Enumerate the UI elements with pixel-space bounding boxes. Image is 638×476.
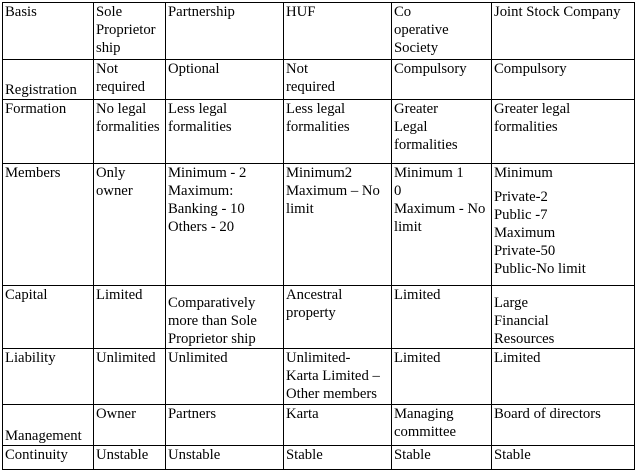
- row-label: [3, 100, 94, 164]
- cell-text: Karta Limited –: [286, 368, 380, 384]
- cell-text: Other members: [286, 386, 377, 402]
- header-sole-proprietorship: [94, 3, 166, 60]
- cell-text: Large: [494, 295, 528, 311]
- table-cell: [284, 349, 392, 405]
- header-text: operative: [394, 22, 449, 38]
- table-cell: [166, 286, 284, 349]
- table-cell: [166, 349, 284, 405]
- cell-text: Minimum 1: [394, 165, 464, 181]
- cell-text: Unlimited: [96, 350, 156, 366]
- table-cell: [284, 60, 392, 100]
- header-text: Co: [394, 4, 412, 20]
- cell-text: Others - 20: [168, 219, 235, 235]
- cell-text: Financial: [494, 313, 549, 329]
- table-row-liability: [3, 349, 635, 405]
- row-label: [3, 446, 94, 470]
- table-cell: [392, 60, 492, 100]
- table-cell: [392, 405, 492, 446]
- header-basis: [3, 3, 94, 60]
- cell-text: formalities: [394, 137, 458, 153]
- cell-text: Compulsory: [394, 61, 467, 77]
- table-cell: [492, 446, 635, 470]
- cell-text: committee: [394, 424, 456, 440]
- cell-text: required: [286, 79, 335, 95]
- table-cell: [166, 164, 284, 286]
- cell-text: property: [286, 305, 336, 321]
- table-cell: [94, 446, 166, 470]
- header-partnership: [166, 3, 284, 60]
- table-row-capital: [3, 286, 635, 349]
- row-label: [3, 286, 94, 349]
- cell-text: Greater legal: [494, 101, 571, 117]
- cell-text: Stable: [494, 447, 531, 463]
- cell-text: Private-50: [494, 243, 556, 259]
- table-cell: [492, 164, 635, 286]
- row-label: [3, 164, 94, 286]
- table-cell: [94, 286, 166, 349]
- cell-text: Ancestral: [286, 287, 343, 303]
- cell-text: Managing: [394, 406, 454, 422]
- cell-text: formalities: [96, 119, 160, 135]
- table-row-management: [3, 405, 635, 446]
- table-cell: [94, 100, 166, 164]
- table-cell: [166, 446, 284, 470]
- row-label-text: Management: [5, 428, 82, 444]
- cell-text: formalities: [494, 119, 558, 135]
- table-row-continuity: [3, 446, 635, 470]
- table-cell: [166, 60, 284, 100]
- header-joint-stock-company: [492, 3, 635, 60]
- cell-text: Partners: [168, 406, 217, 422]
- cell-text: Unlimited-: [286, 350, 351, 366]
- cell-text: Public -7: [494, 207, 548, 223]
- cell-text: Resources: [494, 331, 555, 347]
- table-cell: [392, 100, 492, 164]
- header-text: ship: [96, 40, 121, 56]
- header-text: Joint Stock Company: [494, 4, 621, 20]
- cell-text: Legal: [394, 119, 428, 135]
- cell-text: Stable: [394, 447, 431, 463]
- table-cell: [492, 349, 635, 405]
- cell-text: more than Sole: [168, 313, 257, 329]
- header-text: Proprietor: [96, 22, 156, 38]
- cell-text: formalities: [286, 119, 350, 135]
- table-cell: [284, 446, 392, 470]
- row-label: [3, 405, 94, 446]
- cell-text: Limited: [394, 287, 441, 303]
- cell-text: Unlimited: [168, 350, 228, 366]
- cell-text: Owner: [96, 406, 136, 422]
- header-text: Society: [394, 40, 439, 56]
- cell-text: Limited: [494, 350, 541, 366]
- cell-text: Limited: [96, 287, 143, 303]
- row-label-text: Capital: [5, 287, 48, 303]
- comparison-table: [2, 2, 635, 470]
- cell-text: Maximum - No: [394, 201, 486, 217]
- cell-text: 0: [394, 183, 402, 199]
- cell-text: Less legal: [286, 101, 346, 117]
- table-cell: [492, 286, 635, 349]
- cell-text: Maximum: [494, 225, 556, 241]
- cell-text: Comparatively: [168, 295, 256, 311]
- cell-text: Public-No limit: [494, 261, 586, 277]
- table-cell: [392, 286, 492, 349]
- cell-text: formalities: [168, 119, 232, 135]
- table-cell: [166, 405, 284, 446]
- row-label-text: Formation: [5, 101, 67, 117]
- table-cell: [284, 100, 392, 164]
- cell-text: Compulsory: [494, 61, 567, 77]
- cell-text: Minimum: [494, 165, 553, 181]
- table-cell: [166, 100, 284, 164]
- table-cell: [284, 286, 392, 349]
- cell-text: limit: [394, 219, 422, 235]
- cell-text: Optional: [168, 61, 220, 77]
- row-label-text: Continuity: [5, 447, 68, 463]
- cell-text: Karta: [286, 406, 319, 422]
- table-row-members: [3, 164, 635, 286]
- header-huf: [284, 3, 392, 60]
- table-cell: [284, 164, 392, 286]
- cell-text: Not: [96, 61, 119, 77]
- header-cooperative-society: [392, 3, 492, 60]
- cell-text: No legal: [96, 101, 147, 117]
- cell-text: Board of directors: [494, 406, 601, 422]
- cell-text: Maximum – No: [286, 183, 380, 199]
- header-row: [3, 3, 635, 60]
- cell-text: Minimum2: [286, 165, 353, 181]
- row-label-text: Registration: [5, 82, 77, 98]
- cell-text: Proprietor ship: [168, 331, 256, 347]
- header-text: Partnership: [168, 4, 235, 20]
- table-row-formation: [3, 100, 635, 164]
- cell-text: Minimum - 2: [168, 165, 247, 181]
- table-row-registration: [3, 60, 635, 100]
- cell-text: Unstable: [96, 447, 149, 463]
- row-label-text: Liability: [5, 350, 56, 366]
- cell-text: owner: [96, 183, 133, 199]
- cell-text: limit: [286, 201, 314, 217]
- cell-text: Not: [286, 61, 309, 77]
- table-cell: [392, 349, 492, 405]
- table-cell: [492, 60, 635, 100]
- header-text: HUF: [286, 4, 316, 20]
- table-cell: [392, 164, 492, 286]
- table-cell: [94, 60, 166, 100]
- cell-text: Stable: [286, 447, 323, 463]
- cell-text: Banking - 10: [168, 201, 245, 217]
- row-label-text: Members: [5, 165, 61, 181]
- table-cell: [392, 446, 492, 470]
- cell-text: Greater: [394, 101, 439, 117]
- cell-text: Unstable: [168, 447, 221, 463]
- table-cell: [94, 164, 166, 286]
- table-cell: [492, 405, 635, 446]
- header-text: Sole: [96, 4, 123, 20]
- cell-text: Maximum:: [168, 183, 234, 199]
- cell-text: Less legal: [168, 101, 228, 117]
- cell-text: Private-2: [494, 189, 548, 205]
- header-text: Basis: [5, 4, 37, 20]
- cell-text: Limited: [394, 350, 441, 366]
- cell-text: Only: [96, 165, 126, 181]
- table-cell: [94, 405, 166, 446]
- table-cell: [492, 100, 635, 164]
- cell-text: required: [96, 79, 145, 95]
- table-cell: [284, 405, 392, 446]
- row-label: [3, 60, 94, 100]
- table-cell: [94, 349, 166, 405]
- row-label: [3, 349, 94, 405]
